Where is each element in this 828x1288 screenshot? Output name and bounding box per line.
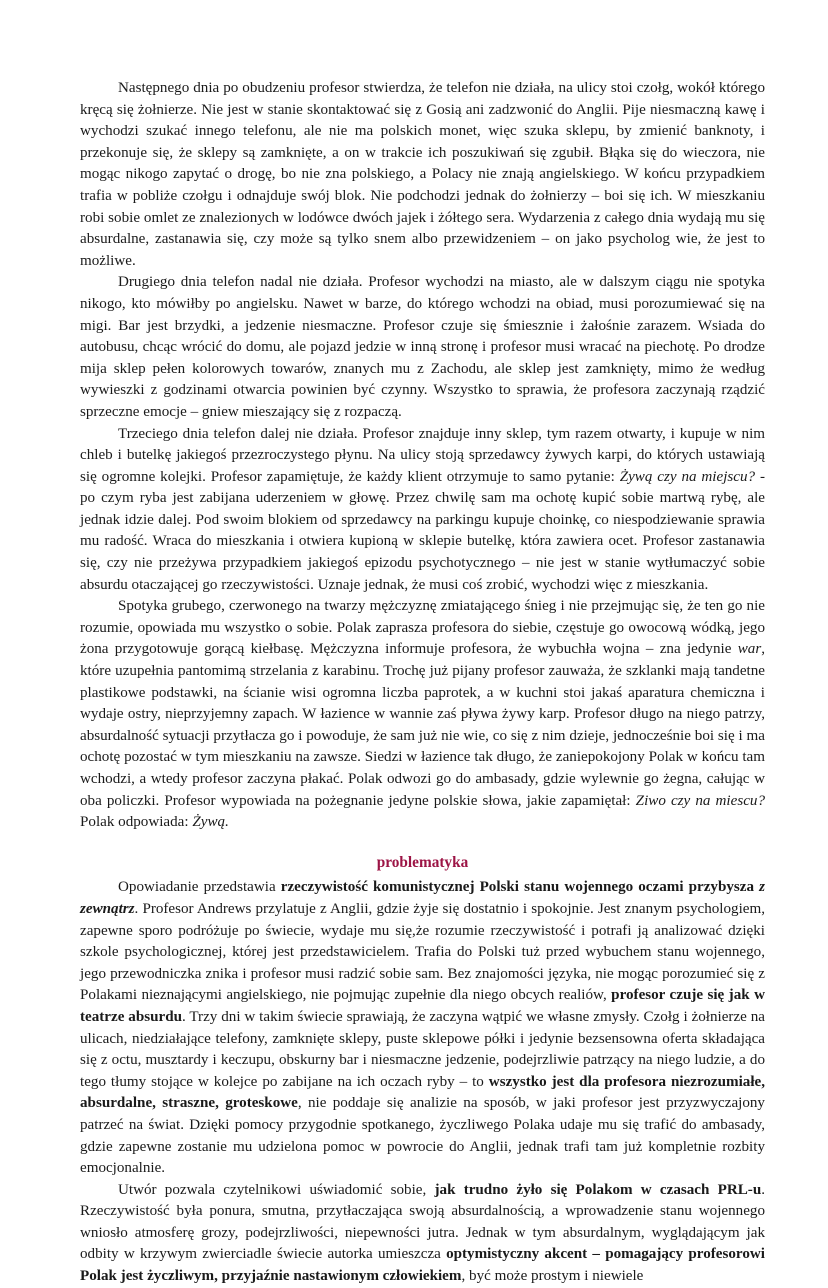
emphasis-italic: Ziwo czy na miescu? bbox=[635, 792, 765, 809]
text-run: Utwór pozwala czytelnikowi uświadomić sobie, bbox=[118, 1181, 435, 1198]
text-run: Polak odpowiada: bbox=[80, 814, 193, 831]
emphasis-bold: wszystko jest dla profesora niezrozumiałe, absurdalne, straszne, groteskowe bbox=[80, 1073, 765, 1112]
text-run: Następnego dnia po obudzeniu profesor stwierdza, że telefon nie działa, na ulicy stoi czołg, wokół którego kręcą się żołnierze. Nie jest w stanie skontaktować się z Gosią ani zadzwonić do Anglii. Pije niesmaczną kawę i wychodzi szukać innego telefonu, ale nie ma polskich monet, więc szuka sklepu, by zmienić banknoty, i przekonuje się, że sklepy są zamknięte, a on w trakcie ich poszukiwań się zgubił. Błąka się do wieczora, nie mogąc nikogo zapytać o drogę, bo nie zna polskiego, a Polacy nie znają angielskiego. W końcu przypadkiem trafia w pobliże czołgu i odnajduje swój blok. Nie podchodzi jednak do żołnierzy – boi się ich. W mieszkaniu robi sobie omlet ze znalezionych w lodówce dwóch jajek i żółtego sera. Wydarzenia z całego dnia wydają mu się absurdalne, zastanawia się, czy może są tylko snem albo przewidzeniem – on jako psycholog wie, że jest to możliwe. bbox=[80, 80, 765, 269]
text-run: Opowiadanie przedstawia bbox=[118, 879, 281, 896]
emphasis-bold-italic: z zewnątrz bbox=[80, 879, 765, 917]
emphasis-bold: optymistyczny akcent – pomagający profesorowi Polak jest życzliwym, przyjaźnie nastawionym człowiekiem bbox=[80, 1246, 765, 1285]
emphasis-bold: profesor czuje się jak w teatrze absurdu bbox=[80, 987, 765, 1025]
text-run: Trzeciego dnia telefon dalej nie działa. Profesor znajduje inny sklep, tym razem otwarty, i kupuje w nim chleb i butelkę jakiegoś przezroczystego płynu. Na ulicy stoją sprzedawcy żywych karpi, do których ustawiają się ogromne kolejki. Profesor zapamiętuje, że każdy klient otrzymuje to samo pytanie: bbox=[80, 425, 765, 485]
emphasis-bold: jak trudno żyło się Polakom w czasach PRL-u bbox=[434, 1181, 762, 1198]
text-run: . Profesor Andrews przylatuje z Anglii, gdzie żyje się dostatnio i spokojnie. Jest znanym psychologiem, zapewne sporo podróżuje po świecie, wydaje mu się,że rozumie rzeczywistość i potrafi ją analizować dzięki szkole psychologicznej, której jest przedstawicielem. Trafia do Polski tuż przed wybuchem stanu wojennego, jego przewodniczka znika i profesor musi radzić sobie sam. Bez znajomości języka, nie mogąc porozumieć się z Polakami nieznającymi angielskiego, nie pojmując zupełnie dla niego obcych realiów, bbox=[80, 900, 765, 1004]
emphasis-italic: Żywą czy na miejscu? bbox=[619, 468, 756, 485]
text-run: , nie poddaje się analizie na sposób, w jaki profesor jest przyzwyczajony patrzeć na świat. Dzięki pomocy przygodnie spotkanego, życzliwego Polaka udaje mu się trafić do ambasady, gdzie zapewne zostanie mu udzielona pomoc w powrocie do Anglii, jednak trafi tam już kompletnie rozbity emocjonalnie. bbox=[80, 1095, 765, 1177]
emphasis-italic: war bbox=[737, 641, 762, 658]
paragraph-problematyka-2 bbox=[80, 1180, 765, 1288]
summary-section bbox=[80, 78, 765, 834]
paragraph-problematyka-1 bbox=[80, 877, 765, 1179]
paragraph-day-three bbox=[80, 424, 765, 597]
text-run: - po czym ryba jest zabijana uderzeniem w głowę. Przez chwilę sam ma ochotę kupić sobie martwą rybę, ale jednak idzie dalej. Pod swoim blokiem od sprzedawcy na parkingu kupuje choinkę, co niespodziewanie sprawia mu radość. Wraca do mieszkania i otwiera kupioną w sklepie butelkę, która zawiera ocet. Profesor zastanawia się, czy nie przeżywa przypadkiem jakiegoś epizodu psychotycznego – nie jest w stanie wytłumaczyć sobie absurdu otaczającej go rzeczywistości. Uznaje jednak, że musi coś zrobić, wychodzi więc z mieszkania. bbox=[80, 468, 765, 593]
text-run: , być może prostym i niewiele bbox=[461, 1268, 644, 1285]
emphasis-italic: Żywą. bbox=[192, 814, 229, 831]
section-heading-problematyka: problematyka bbox=[376, 853, 469, 871]
text-run: . Rzeczywistość była ponura, smutna, przytłaczająca swoją absurdalnością, a wprowadzenie stanu wojennego wniosło atmosferę grozy, podejrzliwości, niepewności jutra. Jednak w tym absurdalnym, wyglądającym jak odbity w krzywym zwierciadle świecie autorka umieszcza bbox=[80, 1181, 765, 1263]
emphasis-bold: rzeczywistość komunistycznej Polski stanu wojennego oczami przybysza bbox=[280, 879, 760, 896]
paragraph-meeting-the-pole bbox=[80, 596, 765, 834]
problematyka-section bbox=[80, 877, 765, 1287]
paragraph-day-one bbox=[80, 78, 765, 272]
paragraph-day-two bbox=[80, 272, 765, 423]
text-run: . Trzy dni w takim świecie sprawiają, że zaczyna wątpić we własne zmysły. Czołg i żołnierze na ulicach, niedziałające telefony, zamknięte sklepy, puste sklepowe półki i jedynie bezsensowna oferta składająca się z octu, musztardy i keczupu, obskurny bar i niesmaczne jedzenie, podejrzliwie patrzący na niego ludzie, a do tego tłumy stojące w kolejce po zabijane na ich oczach ryby – to bbox=[80, 1008, 765, 1090]
text-run: , które uzupełnia pantomimą strzelania z karabinu. Trochę już pijany profesor zauważa, że szklanki mają tandetne plastikowe podstawki, na ścianie wisi ogromna liczba paprotek, a w kuchni stoi jakaś aparatura chemiczna i wydaje ostry, nieprzyjemny zapach. W łazience w wannie zaś pływa żywy karp. Profesor długo na niego patrzy, absurdalność sytuacji przytłacza go i powoduje, że sam już nie wie, co się z nim dzieje, jednocześnie boi się i ma ochotę pozostać w tym mieszkaniu na zawsze. Siedzi w łazience tak długo, że zaniepokojony Polak w końcu tam wchodzi, a wtedy profesor zaczyna płakać. Polak odwozi go do ambasady, gdzie wylewnie go żegna, całując w oba policzki. Profesor wypowiada na pożegnanie jedyne polskie słowa, jakie zapamiętał: bbox=[80, 641, 765, 809]
text-run: Drugiego dnia telefon nadal nie działa. Profesor wychodzi na miasto, ale w dalszym ciągu nie spotyka nikogo, kto mówiłby po angielsku. Nawet w barze, do którego wchodzi na obiad, musi porozumiewać się na migi. Bar jest brzydki, a jedzenie niesmaczne. Profesor czuje się śmiesznie i żałośnie zarazem. Wsiada do autobusu, chcąc wrócić do domu, ale pojazd jedzie w inną stronę i profesor musi wracać na piechotę. Po drodze mija sklep pełen kolorowych towarów, znanych mu z Zachodu, ale sklep jest zamknięty, mimo że według wywieszki z godzinami otwarcia powinien być czynny. Wszystko to sprawia, że profesora zaczynają rządzić sprzeczne emocje – gniew mieszający się z rozpaczą. bbox=[80, 274, 765, 420]
text-run: Spotyka grubego, czerwonego na twarzy mężczyznę zmiatającego śnieg i nie przejmując się, że ten go nie rozumie, opowiada mu wszystko o sobie. Polak zaprasza profesora do siebie, częstuje go owocową wódką, jego żona przygotowuje gorącą kiełbasę. Mężczyzna informuje profesora, że wybuchła wojna – zna jedynie bbox=[80, 598, 765, 658]
document-text-column bbox=[80, 78, 765, 1288]
